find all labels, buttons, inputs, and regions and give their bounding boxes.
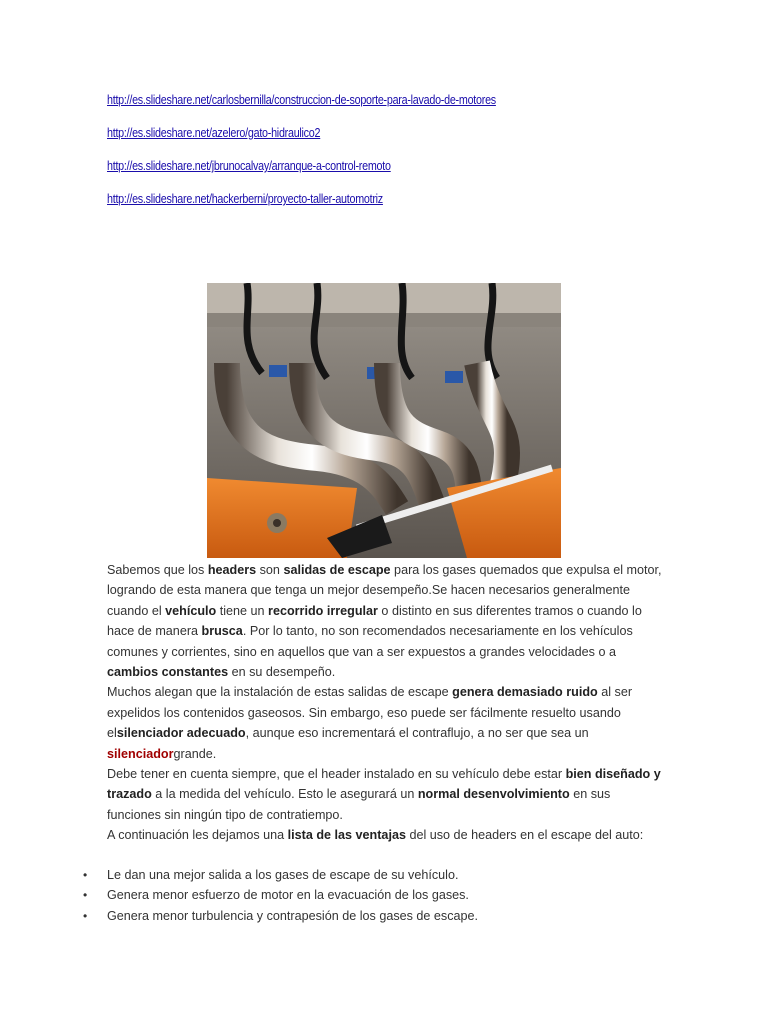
bold-headers: headers [207,563,257,577]
list-item-text: Genera menor esfuerzo de motor en la evacuación de los gases. [107,888,469,903]
text-run: grande. [173,746,217,761]
article-body [107,560,667,846]
paragraph-diseno [107,764,667,825]
link-silenciador[interactable]: silenciador [107,746,174,761]
text-run: en sus funciones sin ningún tipo de contratiempo. [107,787,611,822]
list-item-text: Genera menor turbulencia y contrapesión de los gases de escape. [107,908,479,923]
bold-normal-desenvolvimiento: normal desenvolvimiento [417,787,570,802]
bold-lista-ventajas: lista de las ventajas [287,828,406,843]
link-proyecto-taller[interactable]: http://es.slideshare.net/hackerberni/proyecto-taller-automotriz [107,192,383,206]
list-item-text: Le dan una mejor salida a los gases de escape de su vehículo. [107,868,459,882]
text-run: para los gases quemados que expulsa el motor, logrando de esta manera que tenga un mejor desempeño.Se hacen necesarios generalmente cuando el [107,563,662,618]
reference-links [107,92,559,224]
bold-recorrido-irregular: recorrido irregular [268,603,378,618]
text-run: del uso de headers en el escape del auto: [405,828,644,843]
bold-cambios-constantes: cambios constantes [107,665,229,680]
bullet-icon: • [83,888,88,903]
engine-headers-illustration [207,283,561,558]
text-run: en su desempeño. [228,665,336,680]
text-run: A continuación les dejamos una [107,828,288,843]
list-item [80,906,680,926]
paragraph-headers-intro [107,560,667,682]
bold-silenciador-adecuado: silenciador adecuado [116,726,246,741]
bold-genera-ruido: genera demasiado ruido [452,685,598,700]
link-lavado-motores[interactable]: http://es.slideshare.net/carlosbernilla/construccion-de-soporte-para-lavado-de-motores [107,93,496,107]
bold-bien-disenado: bien diseñado y trazado [107,767,661,802]
bold-brusca: brusca [201,624,243,639]
advantages-list [80,865,680,926]
text-run: a la medida del vehículo. Esto le asegurará un [151,787,418,802]
text-run: al ser expelidos los contenidos gaseosos. Sin embargo, eso puede ser fácilmente resuelto usando el [107,685,633,741]
text-run: Sabemos que los [107,563,208,577]
text-run: , aunque eso incrementará el contraflujo, a no ser que sea un [245,726,589,741]
bullet-icon: • [83,908,88,923]
text-run: . Por lo tanto, no son recomendados necesariamente en los vehículos comunes y corrientes, sino en aquellos que van a ser expuestos a grandes velocidades o a [107,624,633,659]
bold-vehiculo: vehículo [165,603,217,618]
text-run: o distinto en sus diferentes tramos o cuando lo hace de manera [107,603,642,639]
paragraph-ruido [107,682,667,764]
text-run: tiene un [216,603,269,618]
text-run: son [256,563,284,577]
bullet-icon: • [83,868,88,882]
text-run: Muchos alegan que la instalación de estas salidas de escape [107,685,453,700]
list-item [80,865,680,885]
engine-headers-photo [207,283,561,558]
paragraph-ventajas [107,825,667,845]
link-arranque-control-remoto[interactable]: http://es.slideshare.net/jbrunocalvay/arranque-a-control-remoto [107,159,391,173]
link-gato-hidraulico[interactable]: http://es.slideshare.net/azelero/gato-hidraulico2 [107,126,321,140]
bold-salidas-escape: salidas de escape [283,563,391,577]
text-run: Debe tener en cuenta siempre, que el header instalado en su vehículo debe estar [107,767,566,782]
list-item [80,885,680,905]
